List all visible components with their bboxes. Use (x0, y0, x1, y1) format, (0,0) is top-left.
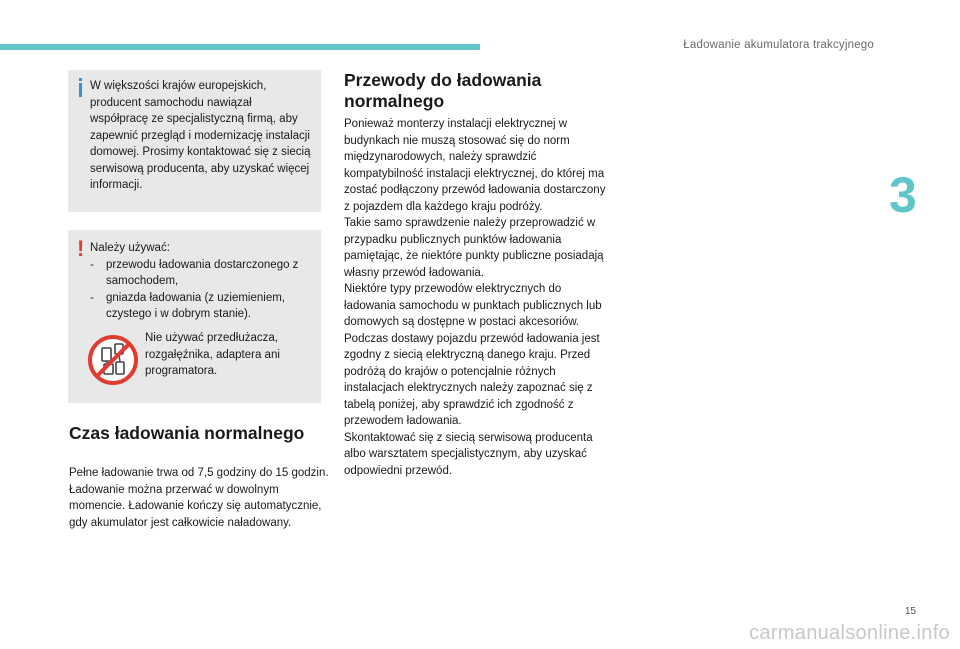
warning-box (68, 230, 321, 403)
no-extension-cord-icon (87, 334, 139, 386)
cables-heading: Przewody do ładowania normalnego (344, 70, 542, 111)
cables-paragraph: Ponieważ monterzy instalacji elektrycznej w budynkach nie muszą stosować się do norm międzynarodowych, należy sprawdzić kompatybilność instalacji elektrycznej, do której ma zostać podłączony przewód ładowania dostarczony z pojazdem dla każdego kraju podróży. (344, 118, 606, 213)
watermark: carmanualsonline.info (749, 622, 950, 644)
page-number: 15 (904, 606, 916, 617)
list-item: - gniazda ładowania (z uziemieniem, czystego i w dobrym stanie). (90, 290, 311, 323)
info-box (68, 70, 321, 212)
list-item: - przewodu ładowania dostarczonego z samochodem, (90, 257, 311, 290)
info-icon (79, 83, 82, 97)
warning-list (90, 257, 311, 323)
section-title: Ładowanie akumulatora trakcyjnego (683, 39, 874, 51)
no-extension-row (90, 330, 311, 390)
charge-time-body: Pełne ładowanie trwa od 7,5 godziny do 15 godzin. Ładowanie można przerwać w dowolnym momencie. Ładowanie kończy się automatycznie, gdy akumulator jest całkowicie naładowany. (69, 467, 329, 529)
header-accent-bar (0, 44, 480, 50)
no-extension-text: Nie używać przedłużacza, rozgałęźnika, adaptera ani programatora. (145, 332, 280, 377)
cables-paragraph: Niektóre typy przewodów elektrycznych do ładowania samochodu w punktach publicznych lub domowych są dostępne w postaci akcesoriów. (344, 283, 602, 328)
warning-text (90, 240, 311, 323)
chapter-number: 3 (889, 167, 917, 223)
cables-paragraph: Podczas dostawy pojazdu przewód ładowania jest zgodny z siecią elektryczną danego kraju. Przed podróżą do krajów o potencjalnie różnych instalacjach elektrycznych należy zapoznać się z tabelą poniżej, aby sprawdzić ich zgodność z przewodem ładowania. (344, 332, 600, 427)
cables-paragraph: Skontaktować się z siecią serwisową producenta albo warsztatem specjalistycznym, aby uzyskać odpowiedni przewód. (344, 431, 593, 477)
warning-icon: ! (77, 236, 85, 261)
charge-time-heading: Czas ładowania normalnego (69, 423, 305, 443)
cables-paragraph: Takie samo sprawdzenie należy przeprowadzić w przypadku publicznych punktów ładowania pamiętając, że niektóre punkty publiczne posiadają własny przewód ładowania. (344, 217, 604, 279)
warning-intro: Należy używać: (90, 242, 170, 254)
info-text: W większości krajów europejskich, producent samochodu nawiązał współpracę ze specjalistyczną firmą, aby zapewnić przegląd i modernizację instalacji domowej. Prosimy kontaktować się z siecią serwisową producenta, aby uzyskać więcej informacji. (90, 80, 311, 191)
cables-body (344, 116, 606, 479)
